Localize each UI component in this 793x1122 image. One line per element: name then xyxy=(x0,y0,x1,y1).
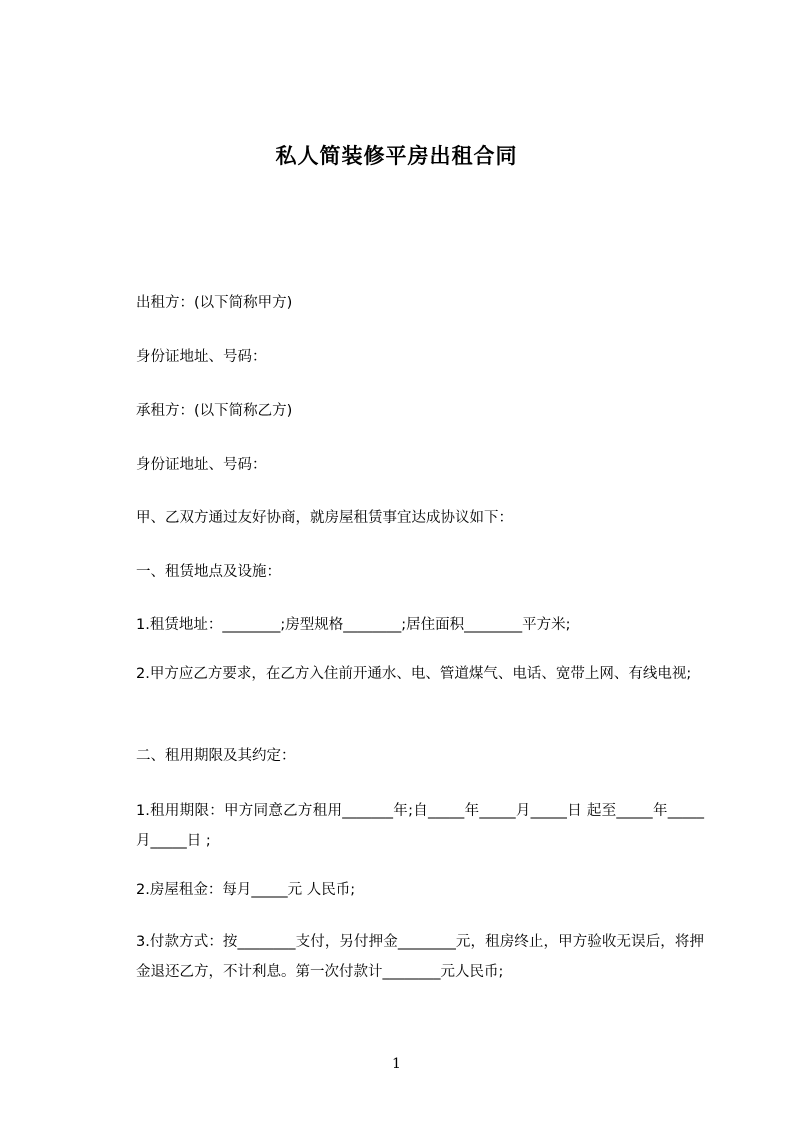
section-1-heading: 一、租赁地点及设施： xyxy=(136,564,281,580)
section-1-item-1: 1.租赁地址：________;房型规格________;居住面积________平方米; xyxy=(136,617,571,633)
page-number: 1 xyxy=(392,1056,401,1072)
document-title: 私人简装修平房出租合同 xyxy=(275,144,518,168)
lessor-id-line: 身份证地址、号码： xyxy=(136,349,267,365)
section-2-heading: 二、租用期限及其约定： xyxy=(136,748,296,764)
section-2-item-3: 3.付款方式：按________支付，另付押金________元，租房终止，甲方验收无误后，将押金退还乙方，不计利息。第一次付款计________元人民币; xyxy=(136,934,704,980)
section-2-item-2: 2.房屋租金：每月_____元 人民币; xyxy=(136,882,356,898)
lessor-line: 出租方：(以下简称甲方) xyxy=(136,295,293,311)
lessee-line: 承租方：(以下简称乙方) xyxy=(136,403,293,419)
section-1-item-2: 2.甲方应乙方要求，在乙方入住前开通水、电、管道煤气、电话、宽带上网、有线电视; xyxy=(136,666,692,682)
lessee-id-line: 身份证地址、号码： xyxy=(136,457,267,473)
intro-paragraph: 甲、乙双方通过友好协商，就房屋租赁事宜达成协议如下： xyxy=(136,510,513,526)
section-2-item-1: 1.租用期限：甲方同意乙方租用_______年;自_____年_____月_____日 起至_____年_____月_____日 ; xyxy=(136,803,704,849)
